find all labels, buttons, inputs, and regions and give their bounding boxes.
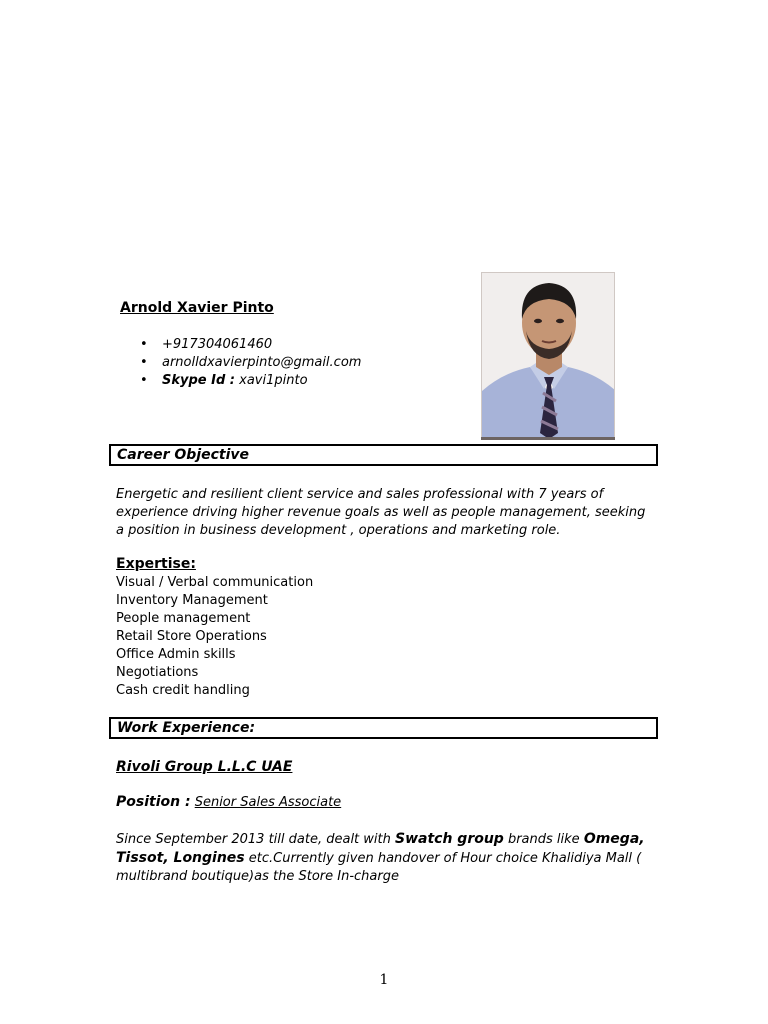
expertise-item: Cash credit handling (116, 683, 250, 698)
work-description (116, 830, 656, 886)
person-portrait-icon (482, 273, 615, 438)
career-objective-header (109, 444, 658, 466)
description-text: Since September 2013 till date, dealt with (116, 832, 395, 847)
page-number: 1 (379, 972, 389, 988)
career-objective-text: Energetic and resilient client service and sales professional with 7 years of experience driving higher revenue goals as well as people management, seeking a position in business development , operations and marketing role. (116, 487, 646, 538)
expertise-list (116, 574, 313, 700)
contact-skype (140, 372, 361, 390)
expertise-item: Office Admin skills (116, 647, 236, 662)
contact-list (140, 336, 361, 390)
description-text: etc.Currently given handover of Hour choice Khalidiya Mall ( multibrand boutique)as the Store In-charge (116, 851, 642, 884)
expertise-item: Negotiations (116, 665, 199, 680)
description-text: brands like (503, 832, 584, 847)
bullet-icon: • (140, 355, 148, 370)
description-brands: Omega, Tissot, Longines (116, 831, 645, 866)
expertise-heading: Expertise: (116, 556, 196, 572)
phone-number: +917304061460 (162, 337, 273, 352)
contact-email (140, 354, 361, 372)
work-experience-header (109, 717, 658, 739)
work-experience-title: Work Experience: (117, 720, 256, 736)
candidate-name: Arnold Xavier Pinto (120, 300, 274, 316)
email-address: arnolldxavierpinto@gmail.com (162, 355, 362, 370)
company-name: Rivoli Group L.L.C UAE (116, 759, 293, 775)
skype-label: Skype Id : (162, 373, 235, 388)
skype-id: xavi1pinto (239, 373, 308, 388)
profile-photo (481, 272, 615, 438)
bullet-icon: • (140, 337, 148, 352)
bullet-icon: • (140, 373, 148, 388)
expertise-item: Inventory Management (116, 593, 268, 608)
position-label: Position : (116, 794, 191, 810)
photo-bottom-border (481, 437, 615, 440)
position-line (116, 794, 341, 810)
contact-phone (140, 336, 361, 354)
description-brand-group: Swatch group (395, 831, 504, 847)
expertise-item: People management (116, 611, 251, 626)
career-objective-title: Career Objective (117, 447, 250, 463)
expertise-item: Retail Store Operations (116, 629, 267, 644)
position-value: Senior Sales Associate (194, 795, 342, 810)
expertise-item: Visual / Verbal communication (116, 575, 314, 590)
